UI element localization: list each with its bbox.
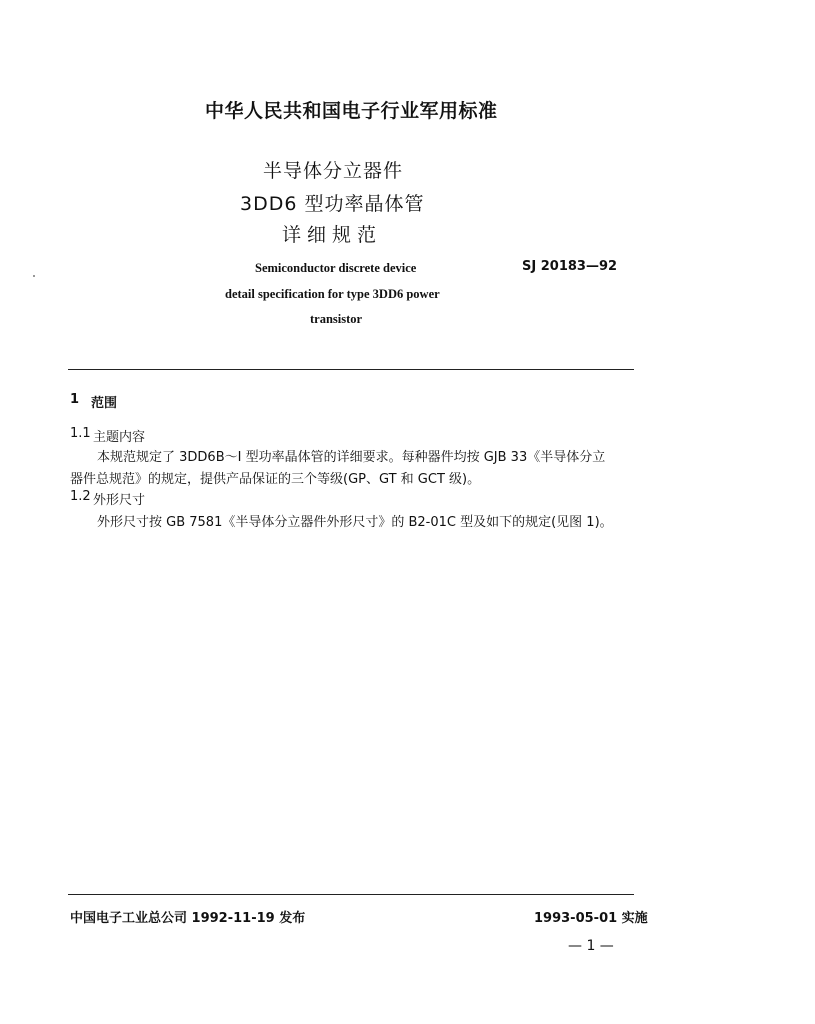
section-1-1-number: 1.1 — [70, 426, 91, 441]
section-1-title: 范围 — [91, 396, 118, 411]
section-1-1-paragraph-line-1: 本规范规定了 3DD6B～I 型功率晶体管的详细要求。每种器件均按 GJB 33《半导体分立 — [97, 450, 606, 465]
document-title-line-2: 3DD6 型功率晶体管 — [240, 193, 425, 215]
scan-speck — [33, 275, 35, 277]
document-title-line-3: 详细规范 — [282, 224, 383, 246]
section-1-1-title: 主题内容 — [93, 430, 146, 445]
section-1-2-paragraph: 外形尺寸按 GB 7581《半导体分立器件外形尺寸》的 B2-01C 型及如下的规定(见图 1)。 — [97, 515, 613, 530]
page-number: — 1 — — [568, 938, 614, 954]
section-1-2-title: 外形尺寸 — [93, 493, 146, 508]
english-title-line-3: transistor — [310, 312, 363, 326]
footer-divider — [68, 894, 634, 895]
english-title-line-1: Semiconductor discrete device — [255, 261, 417, 275]
document-title-line-1: 半导体分立器件 — [263, 160, 404, 182]
section-1-number: 1 — [70, 392, 80, 407]
issue-date: 中国电子工业总公司 1992-11-19 发布 — [70, 911, 306, 926]
english-title-line-2: detail specification for type 3DD6 power — [225, 287, 440, 301]
standard-code: SJ 20183—92 — [522, 259, 618, 274]
section-1-2-number: 1.2 — [70, 489, 91, 504]
effective-date: 1993-05-01 实施 — [534, 911, 648, 926]
section-1-1-paragraph-line-2: 器件总规范》的规定，提供产品保证的三个等级(GP、GT 和 GCT 级)。 — [70, 472, 481, 487]
header-divider — [68, 369, 634, 370]
standard-category-heading: 中华人民共和国电子行业军用标准 — [205, 100, 498, 122]
